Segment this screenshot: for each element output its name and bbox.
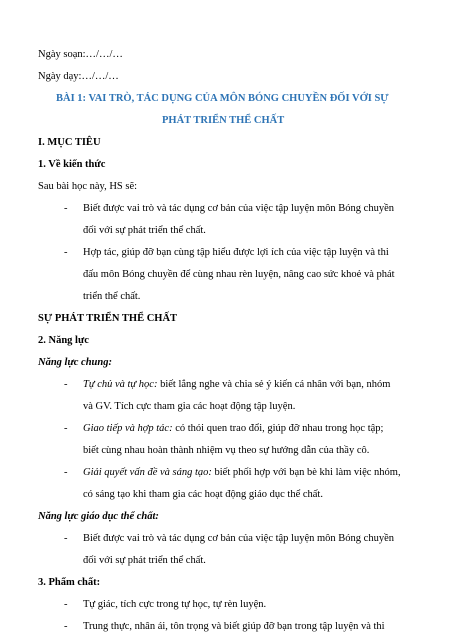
bullet-dash: -: [64, 599, 68, 610]
quality-bullet2-line1: Trung thực, nhân ái, tôn trọng và biết giúp đỡ bạn trong tập luyện và thi: [83, 621, 385, 632]
knowledge-intro: Sau bài học này, HS sẽ:: [38, 181, 138, 192]
knowledge-bullet2-line1: Hợp tác, giúp đỡ bạn cùng tập hiểu được lợi ích của việc tập luyện và thi: [83, 247, 389, 258]
bullet-dash: -: [64, 379, 68, 390]
general-bullet1-label: Tự chủ và tự học:: [83, 379, 158, 390]
lesson-title-line1: BÀI 1: VAI TRÒ, TÁC DỤNG CỦA MÔN BÓNG CHUYỀN ĐỐI VỚI SỰ: [56, 93, 389, 104]
knowledge-bullet1-line1: Biết được vai trò và tác dụng cơ bản của việc tập luyện môn Bóng chuyền: [83, 203, 394, 214]
section-objectives-heading: I. MỤC TIÊU: [38, 137, 101, 148]
bullet-dash: -: [64, 203, 68, 214]
lesson-title-line2: PHÁT TRIỂN THỂ CHẤT: [162, 115, 285, 126]
date-taught: Ngày dạy:…/…/…: [38, 71, 119, 82]
general-bullet2-line1: [83, 422, 383, 435]
bullet-dash: -: [64, 423, 68, 434]
bullet-dash: -: [64, 247, 68, 258]
pe-bullet1-line1: Biết được vai trò và tác dụng cơ bản của việc tập luyện môn Bóng chuyền: [83, 533, 394, 544]
general-bullet1-line1: [83, 378, 390, 391]
knowledge-bullet2-line3: triển thể chất.: [83, 291, 141, 302]
bullet-dash: -: [64, 533, 68, 544]
general-bullet3-line1: [83, 466, 401, 479]
date-prepared: Ngày soạn:…/…/…: [38, 49, 123, 60]
stray-heading: SỰ PHÁT TRIỂN THỂ CHẤT: [38, 313, 178, 324]
general-bullet1-text: biết lắng nghe và chia sẻ ý kiến cá nhân với bạn, nhóm: [157, 379, 391, 390]
general-bullet2-text: có thói quen trao đổi, giúp đỡ nhau trong học tập;: [172, 423, 384, 434]
general-bullet3-line2: có sáng tạo khi tham gia các hoạt động giáo dục thể chất.: [83, 489, 323, 500]
general-bullet3-text: biết phối hợp với bạn bè khi làm việc nhóm,: [211, 467, 401, 478]
knowledge-bullet2-line2: đấu môn Bóng chuyền để cùng nhau rèn luyện, nâng cao sức khoẻ và phát: [83, 269, 395, 280]
pe-competence-heading: Năng lực giáo dục thể chất:: [38, 511, 159, 522]
competence-heading: 2. Năng lực: [38, 335, 89, 346]
quality-bullet1: Tự giác, tích cực trong tự học, tự rèn luyện.: [83, 599, 267, 610]
general-bullet3-label: Giải quyết vấn đề và sáng tạo:: [83, 467, 212, 478]
qualities-heading: 3. Phẩm chất:: [38, 577, 101, 588]
general-bullet2-label: Giao tiếp và hợp tác:: [83, 423, 173, 434]
knowledge-heading: 1. Về kiến thức: [38, 159, 106, 170]
bullet-dash: -: [64, 621, 68, 632]
bullet-dash: -: [64, 467, 68, 478]
general-bullet2-line2: biết cùng nhau hoàn thành nhiệm vụ theo sự hướng dẫn của thầy cô.: [83, 445, 370, 456]
general-bullet1-line2: và GV. Tích cực tham gia các hoạt động tập luyện.: [83, 401, 296, 412]
general-competence-heading: Năng lực chung:: [38, 357, 112, 368]
knowledge-bullet1-line2: đối với sự phát triển thể chất.: [83, 225, 206, 236]
pe-bullet1-line2: đối với sự phát triển thể chất.: [83, 555, 206, 566]
